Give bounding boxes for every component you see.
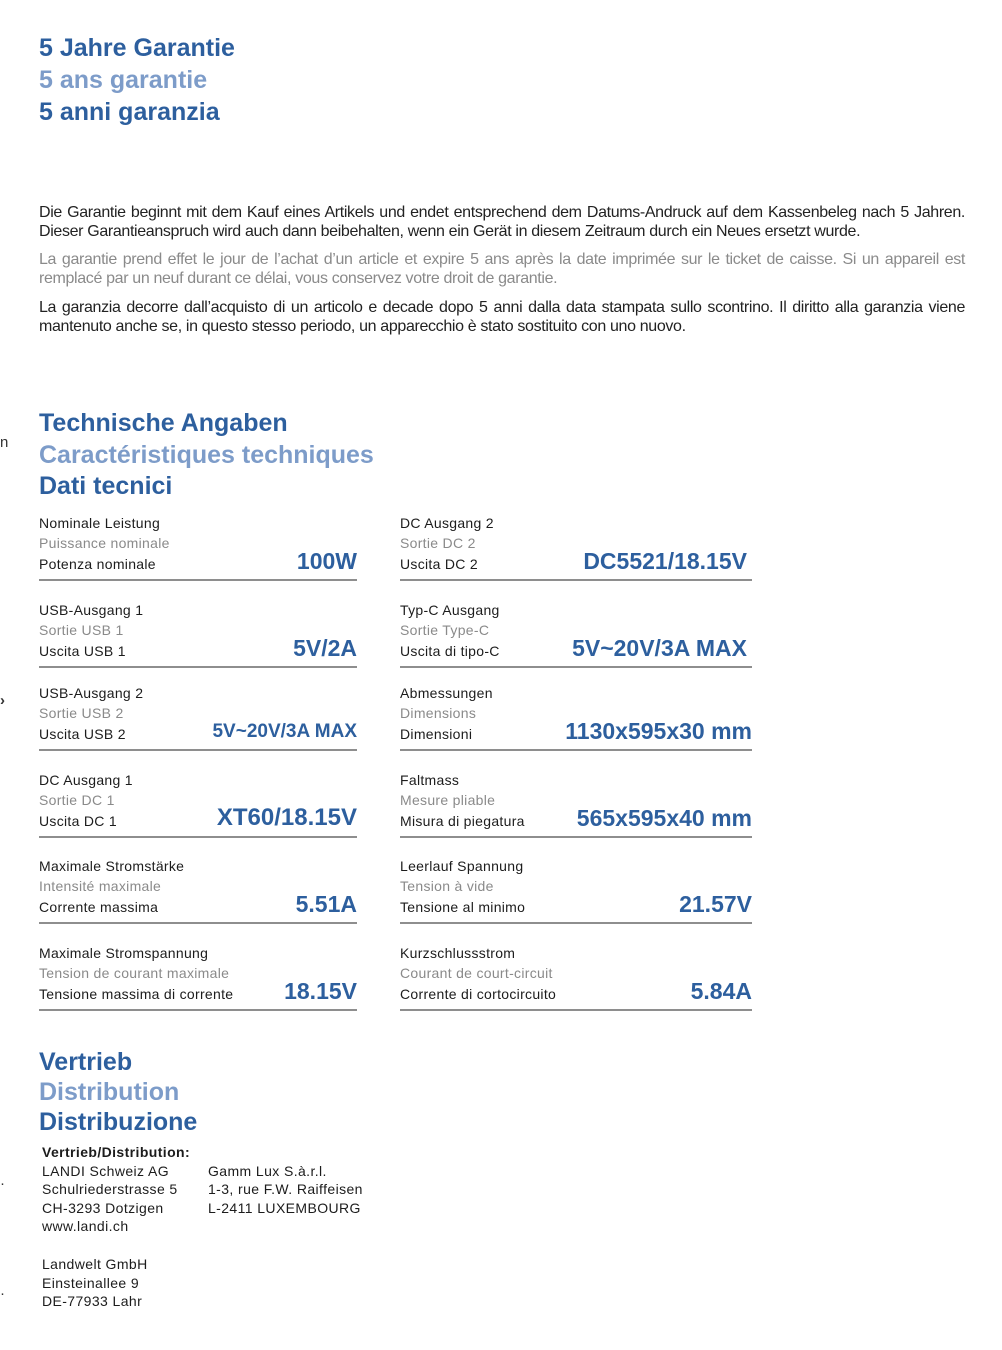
spec-folded-size — [400, 772, 752, 838]
spec-label-fr: Sortie USB 1 — [39, 622, 124, 638]
spec-label-it: Uscita USB 2 — [39, 726, 126, 742]
distribution-title-it: Distribuzione — [39, 1108, 198, 1136]
spec-typec-output — [400, 602, 752, 668]
spec-nominal-power — [39, 515, 357, 581]
edge-fragment: · — [0, 1175, 5, 1192]
address-line: Schulriederstrasse 5 — [42, 1181, 178, 1197]
address-line: 1-3, rue F.W. Raiffeisen — [208, 1181, 363, 1197]
warranty-title-it: 5 anni garanzia — [39, 98, 220, 126]
address-line: Gamm Lux S.à.r.l. — [208, 1162, 327, 1179]
spec-value: 5.51A — [295, 891, 357, 917]
address-line: Einsteinallee 9 — [42, 1274, 140, 1291]
address-gamm — [208, 1162, 363, 1218]
spec-label-de: Maximale Stromstärke — [39, 858, 185, 874]
spec-label-fr: Sortie DC 1 — [39, 792, 115, 808]
spec-label-it: Tensione massima di corrente — [39, 986, 234, 1002]
spec-open-circuit-voltage — [400, 858, 752, 924]
spec-label-de: USB-Ausgang 1 — [39, 602, 144, 618]
spec-label-de: Faltmass — [400, 772, 460, 788]
spec-label-it: Corrente massima — [39, 899, 159, 915]
spec-dimensions — [400, 685, 752, 751]
spec-label-it: Uscita DC 1 — [39, 813, 117, 829]
address-line: CH-3293 Dotzigen — [42, 1199, 164, 1216]
spec-label-it: Uscita di tipo-C — [400, 643, 500, 659]
spec-label-de: Maximale Stromspannung — [39, 945, 209, 961]
distribution-label: Vertrieb/Distribution: — [42, 1144, 191, 1160]
spec-value: 18.15V — [284, 978, 357, 1004]
warranty-text-de: Die Garantie beginnt mit dem Kauf eines Artikels und endet entsprechend dem Datums-Andruck auf dem Kassenbeleg nach 5 Jahren. Dieser Garantieanspruch wird auch dann beibehalten, wenn ein Gerät in diesem Zeitraum durch ein Neues ersetzt wurde. — [39, 204, 965, 240]
spec-label-de: DC Ausgang 2 — [400, 515, 494, 531]
spec-label-it: Uscita DC 2 — [400, 556, 478, 572]
spec-label-fr: Tension de courant maximale — [39, 965, 230, 981]
spec-value: 5V~20V/3A MAX — [572, 635, 747, 661]
spec-value: 1130x595x30 mm — [565, 718, 752, 744]
spec-label-fr: Tension à vide — [400, 878, 494, 894]
spec-value: 5V/2A — [293, 635, 357, 661]
spec-value: XT60/18.15V — [216, 804, 357, 831]
spec-label-de: Abmessungen — [400, 685, 493, 701]
spec-label-de: Kurzschlussstrom — [400, 945, 516, 961]
address-line: LANDI Schweiz AG — [42, 1162, 169, 1179]
spec-label-it: Potenza nominale — [39, 556, 156, 572]
distribution-title-de: Vertrieb — [39, 1048, 133, 1076]
spec-value: 5V~20V/3A MAX — [212, 721, 357, 742]
spec-label-fr: Puissance nominale — [39, 535, 170, 551]
spec-label-fr: Sortie Type-C — [400, 622, 490, 638]
tech-title-fr: Caractéristiques techniques — [39, 440, 374, 469]
spec-label-fr: Dimensions — [400, 705, 477, 721]
warranty-title-de: 5 Jahre Garantie — [39, 34, 235, 62]
spec-label-de: Leerlauf Spannung — [400, 858, 524, 874]
tech-title-it: Dati tecnici — [39, 472, 173, 500]
spec-max-current — [39, 858, 357, 924]
spec-label-de: Nominale Leistung — [39, 515, 161, 531]
spec-label-de: USB-Ausgang 2 — [39, 685, 144, 701]
spec-dc-output-2 — [400, 515, 752, 581]
spec-label-fr: Sortie DC 2 — [400, 535, 476, 551]
spec-label-it: Corrente di cortocircuito — [400, 986, 557, 1002]
spec-label-de: DC Ausgang 1 — [39, 772, 133, 788]
distribution-title-fr: Distribution — [39, 1078, 180, 1106]
warranty-text-it: La garanzia decorre dall’acquisto di un articolo e decade dopo 5 anni dalla data stampata sullo scontrino. Il diritto alla garanzia viene mantenuto anche se, in questo stesso periodo, un apparecchio è stato sostituito con uno nuovo. — [39, 299, 965, 335]
spec-value: DC5521/18.15V — [583, 548, 747, 574]
address-landwelt — [42, 1255, 148, 1311]
spec-value: 21.57V — [679, 891, 752, 917]
address-line: Landwelt GmbH — [42, 1256, 148, 1272]
spec-label-it: Misura di piegatura — [400, 813, 525, 829]
warranty-heading — [39, 36, 235, 132]
edge-fragment: › — [0, 692, 5, 709]
spec-label-de: Typ-C Ausgang — [400, 602, 500, 618]
address-link[interactable]: www.landi.ch — [42, 1218, 129, 1234]
warranty-text-fr: La garantie prend effet le jour de l’achat d’un article et expire 5 ans après la date imprimée sur le ticket de caisse. Si un appareil est remplacé par un neuf durant ce délai, vous conservez votre droit de garantie. — [39, 251, 965, 287]
spec-value: 5.84A — [690, 978, 752, 1004]
spec-usb-output-2 — [39, 685, 357, 751]
warranty-title-fr: 5 ans garantie — [39, 66, 208, 94]
spec-value: 565x595x40 mm — [576, 805, 752, 831]
spec-max-voltage — [39, 945, 357, 1011]
spec-label-it: Tensione al minimo — [400, 899, 526, 915]
spec-dc-output-1 — [39, 772, 357, 838]
spec-usb-output-1 — [39, 602, 357, 668]
tech-heading — [39, 411, 374, 506]
spec-label-fr: Mesure pliable — [400, 792, 496, 808]
address-line: DE-77933 Lahr — [42, 1293, 143, 1309]
distribution-heading — [39, 1050, 197, 1140]
spec-short-circuit-current — [400, 945, 752, 1011]
tech-title-de: Technische Angaben — [39, 409, 288, 437]
spec-value: 100W — [296, 548, 357, 574]
address-landi — [42, 1143, 190, 1236]
spec-label-fr: Intensité maximale — [39, 878, 162, 894]
spec-label-fr: Sortie USB 2 — [39, 705, 124, 721]
spec-label-it: Uscita USB 1 — [39, 643, 126, 659]
edge-fragment: n — [0, 434, 9, 451]
address-line: L-2411 LUXEMBOURG — [208, 1199, 361, 1216]
edge-fragment: · — [0, 1285, 5, 1302]
spec-label-fr: Courant de court-circuit — [400, 965, 553, 981]
spec-label-it: Dimensioni — [400, 726, 473, 742]
